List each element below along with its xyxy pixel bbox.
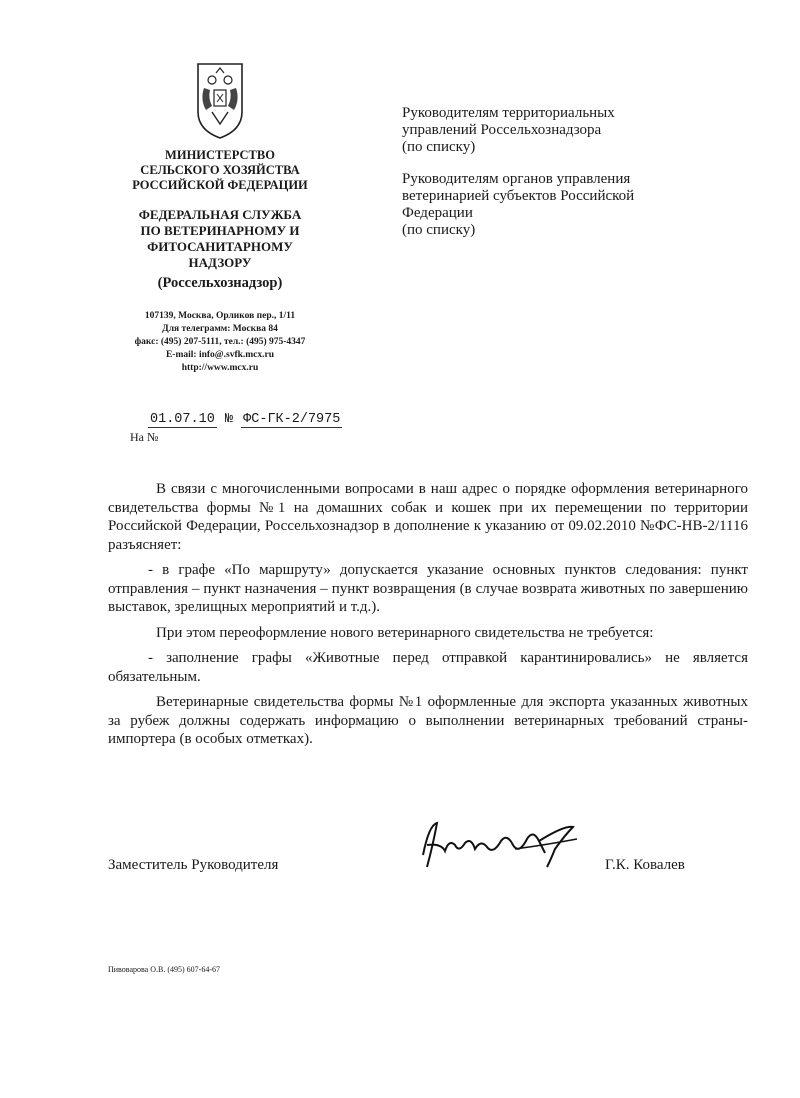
ministry-line: МИНИСТЕРСТВО xyxy=(165,148,275,162)
addressee-block xyxy=(402,105,732,254)
executor-info: Пивоварова О.В. (495) 607-64-67 xyxy=(108,965,220,974)
reg-no-label: № xyxy=(224,412,234,427)
addressee-line: ветеринарией субъектов Российской xyxy=(402,188,635,204)
addressee-line: Руководителям территориальных xyxy=(402,105,615,121)
addressee-line: (по списку) xyxy=(402,139,476,155)
reg-number: ФС-ГК-2/7975 xyxy=(243,412,341,427)
address-line: 107139, Москва, Орликов пер., 1/11 xyxy=(144,311,296,321)
signatory-position: Заместитель Руководителя xyxy=(108,857,279,873)
addressee-group xyxy=(402,105,732,156)
addressee-line: (по списку) xyxy=(402,222,476,238)
letter-body xyxy=(108,480,748,756)
in-reply-label: На № xyxy=(130,430,159,444)
body-paragraph: - заполнение графы «Животные перед отправкой карантинировались» не является обязательным. xyxy=(108,650,748,685)
service-line: ФИТОСАНИТАРНОМУ xyxy=(147,239,293,254)
body-paragraph: При этом переоформление нового ветеринарного свидетельства не требуется: xyxy=(156,624,654,641)
service-name xyxy=(100,207,340,271)
registration-line xyxy=(148,412,342,427)
ministry-line: РОССИЙСКОЙ ФЕДЕРАЦИИ xyxy=(132,178,308,192)
addressee-line: управлений Россельхознадзора xyxy=(402,122,602,138)
signatory-name: Г.К. Ковалев xyxy=(605,857,685,873)
address-line: E-mail: info@.svfk.mcx.ru xyxy=(165,350,275,360)
letterhead xyxy=(100,60,340,375)
body-paragraph: - в графе «По маршруту» допускается указание основных пунктов следования: пункт отправления – пункт назначения – пункт возвращения (в случае возврата животных по завершению выставок, зрелищных мероприятий и т.д.). xyxy=(108,562,748,615)
service-line: ФЕДЕРАЛЬНАЯ СЛУЖБА xyxy=(138,207,302,222)
addressee-group xyxy=(402,171,732,239)
ministry-name xyxy=(100,148,340,193)
handwritten-signature xyxy=(415,815,585,880)
service-address xyxy=(100,310,340,375)
addressee-line: Федерации xyxy=(402,205,473,221)
service-short-name: (Россельхознадзор) xyxy=(157,275,283,291)
service-line: ПО ВЕТЕРИНАРНОМУ И xyxy=(140,223,300,238)
address-line: http://www.mcx.ru xyxy=(181,363,259,373)
body-paragraph: Ветеринарные свидетельства формы №1 оформленные для экспорта указанных животных за рубеж должны содержать информацию о выполнении ветеринарных требований страны-импортера (в особых отметках). xyxy=(108,694,748,747)
address-line: Для телеграмм: Москва 84 xyxy=(162,324,278,334)
ministry-line: СЕЛЬСКОГО ХОЗЯЙСТВА xyxy=(140,163,300,177)
service-line: НАДЗОРУ xyxy=(188,255,252,270)
body-paragraph: В связи с многочисленными вопросами в наш адрес о порядке оформления ветеринарного свидетельства формы №1 на домашних собак и кошек при их перемещении по территории Российской Федерации, Россельхознадзор в дополнение к указанию от 09.02.2010 №ФС-НВ-2/1116 разъясняет: xyxy=(108,481,748,553)
addressee-line: Руководителям органов управления xyxy=(402,171,631,187)
coat-of-arms-icon xyxy=(192,60,248,140)
reg-date: 01.07.10 xyxy=(150,412,215,427)
address-line: факс: (495) 207-5111, тел.: (495) 975-4347 xyxy=(134,337,306,347)
